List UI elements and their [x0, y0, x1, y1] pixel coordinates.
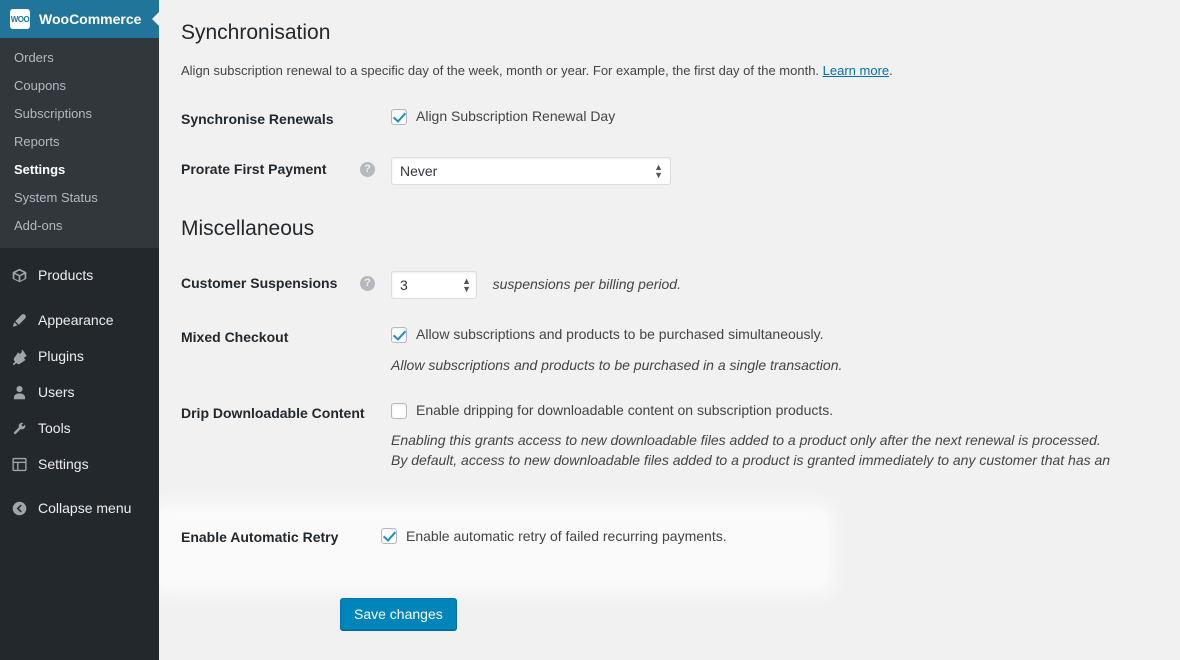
- tools-wrench-icon: [9, 418, 29, 438]
- drip-downloadable-content-label: [181, 388, 391, 484]
- align-subscription-renewal-day-checkbox[interactable]: [391, 109, 407, 125]
- prorate-first-payment-label: [181, 144, 391, 198]
- sidebar-item-woocommerce[interactable]: [0, 0, 159, 38]
- collapse-menu-button[interactable]: [0, 490, 159, 526]
- sidebar-item-wp-settings[interactable]: [0, 446, 159, 482]
- customer-suspensions-suffix: suspensions per billing period.: [492, 276, 681, 293]
- woocommerce-label: WooCommerce: [39, 11, 142, 27]
- sidebar-item-coupons[interactable]: Coupons: [14, 78, 67, 93]
- sidebar-item-subscriptions[interactable]: Subscriptions: [14, 106, 93, 121]
- sidebar-item-reports[interactable]: Reports: [14, 134, 60, 149]
- sidebar-divider-2: [0, 293, 159, 302]
- plugins-plug-icon: [9, 346, 29, 366]
- customer-suspensions-input[interactable]: [391, 271, 477, 299]
- enable-automatic-retry-field: [381, 519, 727, 544]
- customer-suspensions-label: [181, 258, 391, 312]
- select-arrows-icon: ▲ ▼: [654, 162, 663, 181]
- collapse-arrow-icon: [9, 498, 29, 518]
- collapse-menu-label: Collapse menu: [38, 500, 132, 516]
- appearance-brush-icon: [9, 310, 29, 330]
- enable-automatic-retry-label: Enable Automatic Retry: [181, 529, 339, 545]
- sidebar-item-appearance-label: Appearance: [38, 312, 114, 328]
- synchronisation-description: [181, 62, 1180, 80]
- sidebar-item-wp-settings-label: Settings: [38, 456, 89, 472]
- mixed-checkout-description: Allow subscriptions and products to be purchased in a single transaction.: [391, 356, 843, 373]
- drip-downloadable-content-field: [391, 388, 1180, 484]
- woocommerce-submenu: [0, 38, 159, 248]
- drip-description-line-2: By default, access to new downloadable files added to a product is granted immediately to any customer that has an: [391, 452, 1111, 469]
- number-spinner-icon[interactable]: ▲ ▼: [462, 276, 471, 295]
- row-customer-suspensions: [181, 258, 1180, 312]
- settings-sliders-icon: [9, 454, 29, 474]
- sidebar-item-orders[interactable]: Orders: [14, 50, 54, 65]
- help-icon[interactable]: ?: [360, 162, 375, 177]
- mixed-checkout-label-text: Mixed Checkout: [181, 329, 289, 346]
- row-drip-downloadable-content: [181, 388, 1180, 484]
- drip-description-line-1: Enabling this grants access to new downloadable files added to a product only after the next renewal is processed.: [391, 432, 1101, 449]
- sidebar-item-add-ons[interactable]: Add-ons: [14, 218, 63, 233]
- mixed-checkout-checkbox-label: Allow subscriptions and products to be purchased simultaneously.: [416, 326, 824, 343]
- mixed-checkout-checkbox[interactable]: [391, 327, 407, 343]
- sidebar-divider: [0, 248, 159, 257]
- row-synchronise-renewals: [181, 94, 1180, 144]
- help-icon[interactable]: ?: [360, 276, 375, 291]
- drip-downloadable-content-checkbox[interactable]: [391, 403, 407, 419]
- save-changes-button[interactable]: Save changes: [340, 598, 457, 630]
- customer-suspensions-label-text: Customer Suspensions: [181, 275, 338, 292]
- synchronisation-settings-table: [181, 94, 1180, 198]
- miscellaneous-heading: Miscellaneous: [181, 217, 315, 241]
- prorate-first-payment-label-text: Prorate First Payment: [181, 161, 327, 178]
- synchronisation-heading: Synchronisation: [181, 21, 331, 44]
- learn-more-link[interactable]: Learn more: [822, 63, 890, 78]
- prorate-first-payment-field: [391, 144, 1180, 198]
- sidebar-item-plugins[interactable]: [0, 338, 159, 374]
- enable-automatic-retry-checkbox-label: Enable automatic retry of failed recurring payments.: [406, 528, 727, 544]
- sidebar-item-products[interactable]: [0, 257, 159, 293]
- mixed-checkout-label: [181, 312, 391, 388]
- miscellaneous-settings-table: [181, 258, 1180, 483]
- drip-downloadable-content-checkbox-label: Enable dripping for downloadable content on subscription products.: [416, 401, 834, 418]
- row-enable-automatic-retry: [181, 519, 981, 579]
- synchronisation-description-text: Align subscription renewal to a specific day of the week, month or year. For example, the first day of the month.: [181, 63, 823, 78]
- sidebar-item-system-status[interactable]: System Status: [14, 190, 98, 205]
- synchronise-renewals-field: [391, 94, 1180, 144]
- sidebar-item-tools[interactable]: [0, 410, 159, 446]
- sidebar-item-users[interactable]: [0, 374, 159, 410]
- settings-content: [159, 0, 1180, 660]
- customer-suspensions-field: [391, 258, 1180, 312]
- enable-automatic-retry-checkbox[interactable]: [381, 528, 397, 544]
- align-subscription-renewal-day-label: Align Subscription Renewal Day: [416, 108, 616, 124]
- sidebar-item-users-label: Users: [38, 384, 75, 400]
- users-person-icon: [9, 382, 29, 402]
- sidebar-item-tools-label: Tools: [38, 420, 71, 436]
- row-mixed-checkout: [181, 312, 1180, 388]
- sidebar-item-plugins-label: Plugins: [38, 348, 84, 364]
- drip-downloadable-content-label-text: Drip Downloadable Content: [181, 404, 365, 421]
- mixed-checkout-field: [391, 312, 1180, 388]
- synchronisation-description-period: .: [889, 63, 893, 78]
- save-changes-wrapper: [340, 598, 457, 630]
- sidebar-item-settings[interactable]: Settings: [14, 162, 66, 177]
- synchronise-renewals-label-text: Synchronise Renewals: [181, 111, 334, 127]
- sidebar-item-appearance[interactable]: [0, 302, 159, 338]
- woocommerce-logo-icon: WOO: [10, 9, 30, 29]
- admin-sidebar: [0, 0, 159, 660]
- synchronise-renewals-label: [181, 94, 391, 144]
- sidebar-item-products-label: Products: [38, 267, 94, 283]
- row-prorate-first-payment: [181, 144, 1180, 198]
- products-icon: [9, 265, 29, 285]
- prorate-first-payment-select[interactable]: [391, 157, 671, 185]
